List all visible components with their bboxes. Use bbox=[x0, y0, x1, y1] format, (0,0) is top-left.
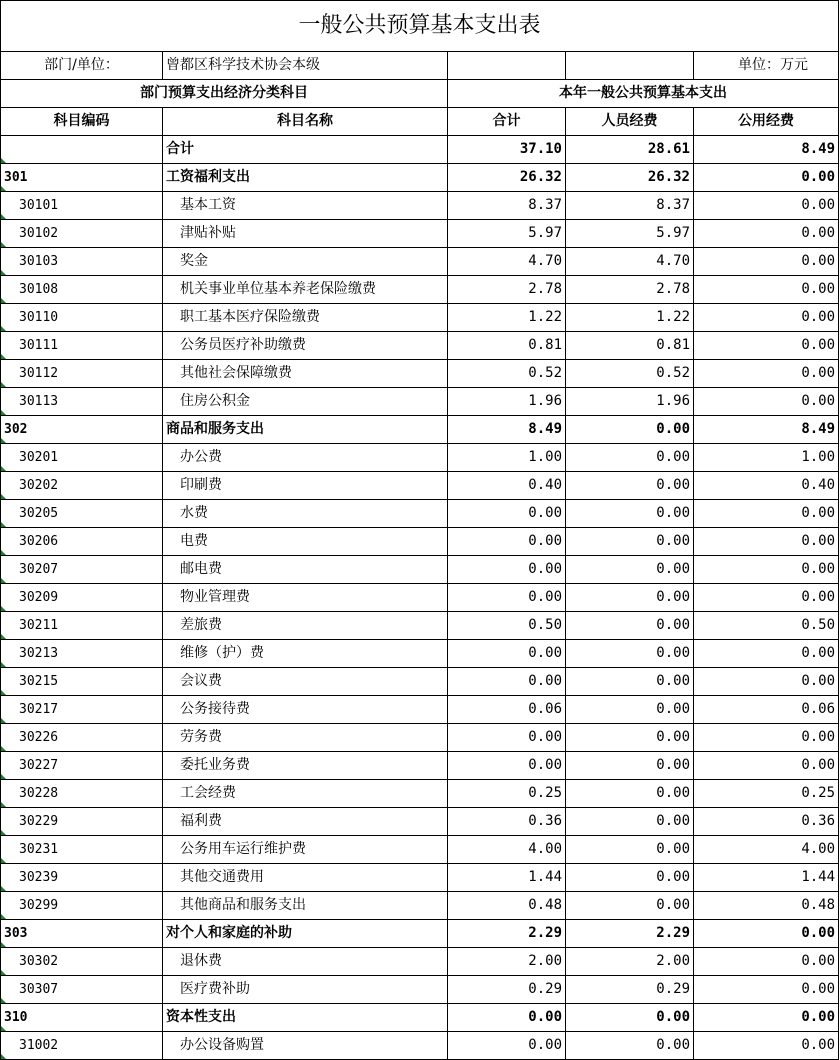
total-row bbox=[1, 136, 839, 164]
row-name: 其他商品和服务支出 bbox=[163, 892, 448, 920]
row-code: 30307 bbox=[1, 976, 163, 1004]
row-code: 31002 bbox=[1, 1032, 163, 1060]
row-public: 0.00 bbox=[694, 752, 839, 780]
row-code: 30110 bbox=[1, 304, 163, 332]
row-total: 0.00 bbox=[448, 752, 566, 780]
row-name: 奖金 bbox=[163, 248, 448, 276]
row-public: 0.00 bbox=[694, 724, 839, 752]
row-name: 公务接待费 bbox=[163, 696, 448, 724]
row-code: 30113 bbox=[1, 388, 163, 416]
row-public: 0.06 bbox=[694, 696, 839, 724]
row-public: 8.49 bbox=[694, 416, 839, 444]
row-code: 30226 bbox=[1, 724, 163, 752]
row-code: 30102 bbox=[1, 220, 163, 248]
row-name: 工资福利支出 bbox=[163, 164, 448, 192]
row-total: 4.00 bbox=[448, 836, 566, 864]
row-total: 4.70 bbox=[448, 248, 566, 276]
row-code: 30108 bbox=[1, 276, 163, 304]
row-name: 维修（护）费 bbox=[163, 640, 448, 668]
row-personnel: 0.00 bbox=[566, 584, 694, 612]
row-public: 0.00 bbox=[694, 500, 839, 528]
row-personnel: 26.32 bbox=[566, 164, 694, 192]
row-code: 303 bbox=[1, 920, 163, 948]
row-public: 0.48 bbox=[694, 892, 839, 920]
row-name: 公务员医疗补助缴费 bbox=[163, 332, 448, 360]
row-personnel: 2.00 bbox=[566, 948, 694, 976]
row-name: 公务用车运行维护费 bbox=[163, 836, 448, 864]
table-row bbox=[1, 444, 839, 472]
row-code: 30206 bbox=[1, 528, 163, 556]
col-header-public: 公用经费 bbox=[694, 108, 839, 136]
row-code: 30229 bbox=[1, 808, 163, 836]
row-name: 资本性支出 bbox=[163, 1004, 448, 1032]
total-amount: 37.10 bbox=[448, 136, 566, 164]
row-personnel: 0.00 bbox=[566, 556, 694, 584]
row-name: 印刷费 bbox=[163, 472, 448, 500]
row-code: 30299 bbox=[1, 892, 163, 920]
row-name: 住房公积金 bbox=[163, 388, 448, 416]
table-row bbox=[1, 584, 839, 612]
table-row bbox=[1, 500, 839, 528]
row-personnel: 2.29 bbox=[566, 920, 694, 948]
row-name: 办公设备购置 bbox=[163, 1032, 448, 1060]
total-label: 合计 bbox=[163, 136, 448, 164]
row-total: 26.32 bbox=[448, 164, 566, 192]
table-row bbox=[1, 696, 839, 724]
table-row bbox=[1, 528, 839, 556]
col-header-name: 科目名称 bbox=[163, 108, 448, 136]
row-personnel: 4.70 bbox=[566, 248, 694, 276]
row-public: 0.00 bbox=[694, 948, 839, 976]
row-total: 1.44 bbox=[448, 864, 566, 892]
row-code: 30215 bbox=[1, 668, 163, 696]
row-code: 30227 bbox=[1, 752, 163, 780]
row-public: 0.36 bbox=[694, 808, 839, 836]
row-name: 电费 bbox=[163, 528, 448, 556]
row-total: 0.00 bbox=[448, 528, 566, 556]
row-name: 津贴补贴 bbox=[163, 220, 448, 248]
row-public: 0.00 bbox=[694, 248, 839, 276]
row-total: 0.48 bbox=[448, 892, 566, 920]
row-personnel: 0.00 bbox=[566, 724, 694, 752]
row-total: 0.50 bbox=[448, 612, 566, 640]
table-row bbox=[1, 668, 839, 696]
row-public: 0.00 bbox=[694, 304, 839, 332]
row-public: 0.00 bbox=[694, 1004, 839, 1032]
row-public: 0.00 bbox=[694, 1032, 839, 1060]
row-personnel: 0.00 bbox=[566, 864, 694, 892]
row-name: 水费 bbox=[163, 500, 448, 528]
row-code: 30201 bbox=[1, 444, 163, 472]
row-personnel: 0.00 bbox=[566, 472, 694, 500]
row-name: 劳务费 bbox=[163, 724, 448, 752]
row-public: 0.00 bbox=[694, 920, 839, 948]
row-name: 会议费 bbox=[163, 668, 448, 696]
row-code: 30239 bbox=[1, 864, 163, 892]
row-public: 0.00 bbox=[694, 220, 839, 248]
table-row bbox=[1, 192, 839, 220]
row-total: 0.29 bbox=[448, 976, 566, 1004]
row-name: 基本工资 bbox=[163, 192, 448, 220]
row-name: 职工基本医疗保险缴费 bbox=[163, 304, 448, 332]
row-personnel: 1.22 bbox=[566, 304, 694, 332]
row-public: 0.00 bbox=[694, 332, 839, 360]
row-code: 30231 bbox=[1, 836, 163, 864]
table-row bbox=[1, 388, 839, 416]
row-name: 办公费 bbox=[163, 444, 448, 472]
row-code: 301 bbox=[1, 164, 163, 192]
row-public: 0.00 bbox=[694, 668, 839, 696]
row-name: 邮电费 bbox=[163, 556, 448, 584]
row-total: 0.00 bbox=[448, 640, 566, 668]
table-row bbox=[1, 276, 839, 304]
row-total: 0.36 bbox=[448, 808, 566, 836]
table-row bbox=[1, 892, 839, 920]
row-public: 0.40 bbox=[694, 472, 839, 500]
row-total: 8.37 bbox=[448, 192, 566, 220]
dept-label: 部门/单位： bbox=[1, 52, 163, 80]
row-public: 0.00 bbox=[694, 164, 839, 192]
total-personnel: 28.61 bbox=[566, 136, 694, 164]
row-name: 机关事业单位基本养老保险缴费 bbox=[163, 276, 448, 304]
row-personnel: 0.29 bbox=[566, 976, 694, 1004]
row-personnel: 0.00 bbox=[566, 444, 694, 472]
table-row bbox=[1, 836, 839, 864]
row-total: 0.00 bbox=[448, 724, 566, 752]
row-total: 2.78 bbox=[448, 276, 566, 304]
row-personnel: 0.81 bbox=[566, 332, 694, 360]
total-public: 8.49 bbox=[694, 136, 839, 164]
category-row bbox=[1, 164, 839, 192]
row-name: 退休费 bbox=[163, 948, 448, 976]
row-name: 委托业务费 bbox=[163, 752, 448, 780]
title-row bbox=[1, 1, 839, 52]
row-public: 1.44 bbox=[694, 864, 839, 892]
row-personnel: 0.00 bbox=[566, 1032, 694, 1060]
row-personnel: 0.00 bbox=[566, 416, 694, 444]
row-total: 2.29 bbox=[448, 920, 566, 948]
table-row bbox=[1, 780, 839, 808]
row-total: 1.96 bbox=[448, 388, 566, 416]
row-public: 0.00 bbox=[694, 556, 839, 584]
row-code: 30202 bbox=[1, 472, 163, 500]
row-personnel: 5.97 bbox=[566, 220, 694, 248]
row-total: 0.00 bbox=[448, 556, 566, 584]
col-header-code: 科目编码 bbox=[1, 108, 163, 136]
info-empty-cell bbox=[448, 52, 566, 80]
row-personnel: 0.00 bbox=[566, 808, 694, 836]
row-personnel: 0.00 bbox=[566, 780, 694, 808]
row-public: 0.00 bbox=[694, 360, 839, 388]
row-personnel: 0.00 bbox=[566, 640, 694, 668]
category-row bbox=[1, 1004, 839, 1032]
row-total: 0.00 bbox=[448, 1032, 566, 1060]
table-row bbox=[1, 752, 839, 780]
row-code: 30205 bbox=[1, 500, 163, 528]
row-total: 0.00 bbox=[448, 668, 566, 696]
unit-label: 单位：万元 bbox=[694, 52, 839, 80]
row-public: 1.00 bbox=[694, 444, 839, 472]
row-total: 0.40 bbox=[448, 472, 566, 500]
row-personnel: 8.37 bbox=[566, 192, 694, 220]
row-name: 商品和服务支出 bbox=[163, 416, 448, 444]
row-total: 0.00 bbox=[448, 1004, 566, 1032]
row-personnel: 0.00 bbox=[566, 892, 694, 920]
table-row bbox=[1, 640, 839, 668]
row-personnel: 0.00 bbox=[566, 528, 694, 556]
row-total: 0.52 bbox=[448, 360, 566, 388]
row-total: 1.00 bbox=[448, 444, 566, 472]
row-total: 0.81 bbox=[448, 332, 566, 360]
table-row bbox=[1, 220, 839, 248]
row-total: 0.25 bbox=[448, 780, 566, 808]
row-code: 30112 bbox=[1, 360, 163, 388]
row-code: 30207 bbox=[1, 556, 163, 584]
row-personnel: 1.96 bbox=[566, 388, 694, 416]
row-public: 0.00 bbox=[694, 388, 839, 416]
row-name: 物业管理费 bbox=[163, 584, 448, 612]
row-name: 工会经费 bbox=[163, 780, 448, 808]
table-row bbox=[1, 864, 839, 892]
row-code: 30101 bbox=[1, 192, 163, 220]
row-total: 5.97 bbox=[448, 220, 566, 248]
table-row bbox=[1, 1032, 839, 1060]
table-row bbox=[1, 808, 839, 836]
table-row bbox=[1, 556, 839, 584]
table-row bbox=[1, 304, 839, 332]
row-code: 30302 bbox=[1, 948, 163, 976]
category-row bbox=[1, 920, 839, 948]
row-public: 0.00 bbox=[694, 584, 839, 612]
row-name: 其他交通费用 bbox=[163, 864, 448, 892]
table-row bbox=[1, 332, 839, 360]
total-code-cell bbox=[1, 136, 163, 164]
row-personnel: 0.00 bbox=[566, 752, 694, 780]
page-title: 一般公共预算基本支出表 bbox=[1, 1, 839, 52]
row-code: 30217 bbox=[1, 696, 163, 724]
group-header-left: 部门预算支出经济分类科目 bbox=[1, 80, 448, 108]
row-total: 0.00 bbox=[448, 584, 566, 612]
row-total: 0.06 bbox=[448, 696, 566, 724]
table-row bbox=[1, 948, 839, 976]
row-personnel: 0.00 bbox=[566, 612, 694, 640]
row-total: 8.49 bbox=[448, 416, 566, 444]
info-empty-cell bbox=[566, 52, 694, 80]
row-public: 0.00 bbox=[694, 276, 839, 304]
table-row bbox=[1, 248, 839, 276]
row-personnel: 2.78 bbox=[566, 276, 694, 304]
table-row bbox=[1, 976, 839, 1004]
category-row bbox=[1, 416, 839, 444]
column-header-row bbox=[1, 108, 839, 136]
row-public: 0.00 bbox=[694, 192, 839, 220]
table-row bbox=[1, 472, 839, 500]
row-code: 30209 bbox=[1, 584, 163, 612]
row-total: 1.22 bbox=[448, 304, 566, 332]
row-personnel: 0.00 bbox=[566, 500, 694, 528]
row-personnel: 0.00 bbox=[566, 696, 694, 724]
table-row bbox=[1, 724, 839, 752]
info-row bbox=[1, 52, 839, 80]
row-name: 其他社会保障缴费 bbox=[163, 360, 448, 388]
row-name: 医疗费补助 bbox=[163, 976, 448, 1004]
row-personnel: 0.00 bbox=[566, 1004, 694, 1032]
group-header-right: 本年一般公共预算基本支出 bbox=[448, 80, 839, 108]
row-total: 0.00 bbox=[448, 500, 566, 528]
row-public: 0.00 bbox=[694, 976, 839, 1004]
row-personnel: 0.52 bbox=[566, 360, 694, 388]
table-row bbox=[1, 612, 839, 640]
row-code: 30213 bbox=[1, 640, 163, 668]
row-public: 0.25 bbox=[694, 780, 839, 808]
row-personnel: 0.00 bbox=[566, 836, 694, 864]
col-header-personnel: 人员经费 bbox=[566, 108, 694, 136]
row-code: 30211 bbox=[1, 612, 163, 640]
group-header-row bbox=[1, 80, 839, 108]
col-header-total: 合计 bbox=[448, 108, 566, 136]
table-row bbox=[1, 360, 839, 388]
row-code: 30103 bbox=[1, 248, 163, 276]
row-total: 2.00 bbox=[448, 948, 566, 976]
row-code: 30111 bbox=[1, 332, 163, 360]
row-name: 对个人和家庭的补助 bbox=[163, 920, 448, 948]
row-name: 福利费 bbox=[163, 808, 448, 836]
row-code: 310 bbox=[1, 1004, 163, 1032]
row-public: 0.00 bbox=[694, 640, 839, 668]
row-public: 0.00 bbox=[694, 528, 839, 556]
row-code: 30228 bbox=[1, 780, 163, 808]
row-public: 0.50 bbox=[694, 612, 839, 640]
row-code: 302 bbox=[1, 416, 163, 444]
row-public: 4.00 bbox=[694, 836, 839, 864]
dept-value: 曾都区科学技术协会本级 bbox=[163, 52, 448, 80]
row-name: 差旅费 bbox=[163, 612, 448, 640]
row-personnel: 0.00 bbox=[566, 668, 694, 696]
